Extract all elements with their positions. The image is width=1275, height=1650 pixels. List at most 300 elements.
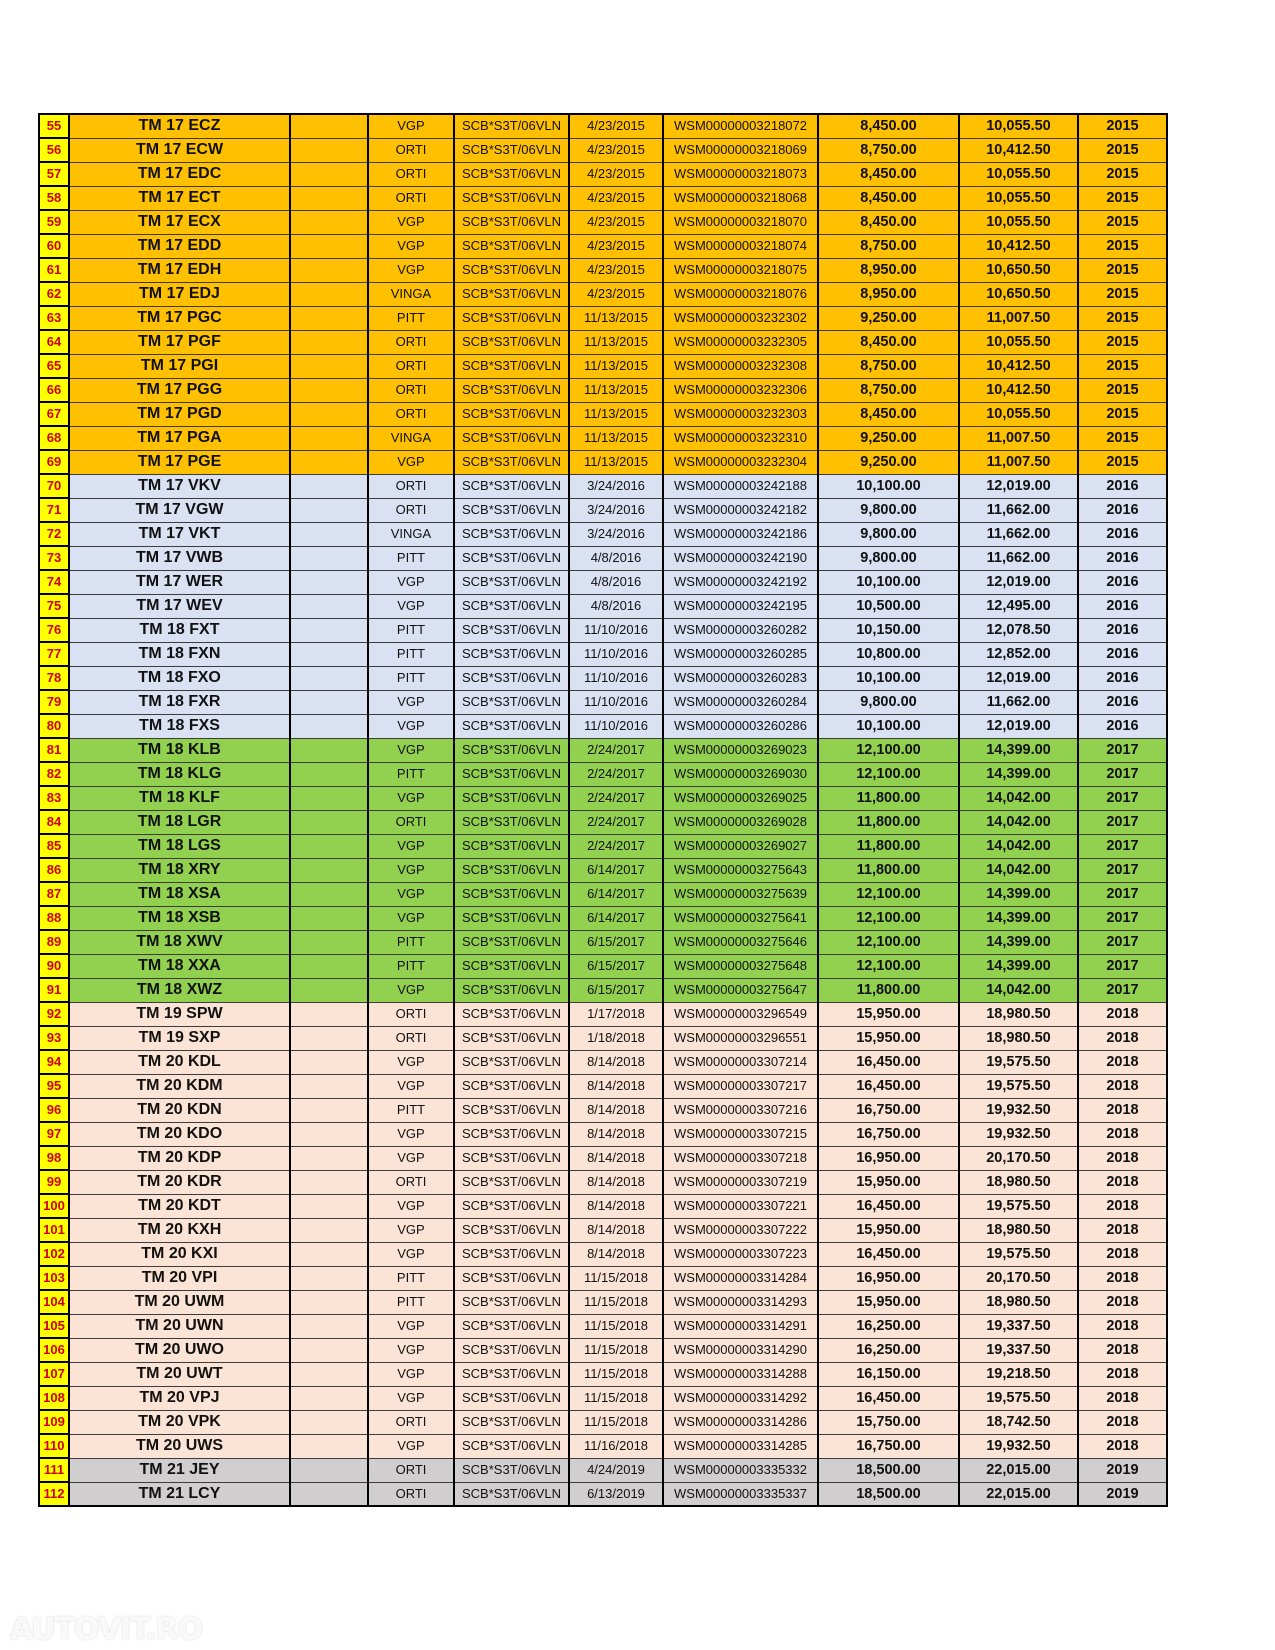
table-row xyxy=(39,786,1167,810)
net-price: 9,250.00 xyxy=(818,426,959,450)
row-index: 94 xyxy=(39,1050,69,1074)
date: 6/15/2017 xyxy=(569,930,663,954)
year: 2018 xyxy=(1078,1218,1167,1242)
net-price: 15,950.00 xyxy=(818,1170,959,1194)
row-index: 78 xyxy=(39,666,69,690)
date: 4/23/2015 xyxy=(569,162,663,186)
model-code: SCB*S3T/06VLN xyxy=(454,450,569,474)
date: 11/13/2015 xyxy=(569,450,663,474)
net-price: 11,800.00 xyxy=(818,786,959,810)
plate-number: TM 17 EDD xyxy=(69,234,290,258)
table-row xyxy=(39,210,1167,234)
reference-number: WSM00000003242188 xyxy=(663,474,818,498)
year: 2018 xyxy=(1078,1242,1167,1266)
dealer: ORTI xyxy=(368,1002,454,1026)
reference-number: WSM00000003269023 xyxy=(663,738,818,762)
reference-number: WSM00000003307215 xyxy=(663,1122,818,1146)
plate-number: TM 17 WEV xyxy=(69,594,290,618)
date: 8/14/2018 xyxy=(569,1170,663,1194)
empty-cell xyxy=(290,522,368,546)
plate-number: TM 20 KDT xyxy=(69,1194,290,1218)
net-price: 10,150.00 xyxy=(818,618,959,642)
net-price: 15,750.00 xyxy=(818,1410,959,1434)
model-code: SCB*S3T/06VLN xyxy=(454,1362,569,1386)
gross-price: 19,932.50 xyxy=(959,1098,1078,1122)
table-row xyxy=(39,930,1167,954)
plate-number: TM 20 KDR xyxy=(69,1170,290,1194)
dealer: VGP xyxy=(368,570,454,594)
table-row xyxy=(39,282,1167,306)
year: 2019 xyxy=(1078,1458,1167,1482)
plate-number: TM 17 EDH xyxy=(69,258,290,282)
gross-price: 12,019.00 xyxy=(959,570,1078,594)
year: 2018 xyxy=(1078,1170,1167,1194)
table-row xyxy=(39,426,1167,450)
model-code: SCB*S3T/06VLN xyxy=(454,1026,569,1050)
year: 2015 xyxy=(1078,282,1167,306)
row-index: 55 xyxy=(39,114,69,138)
gross-price: 10,412.50 xyxy=(959,378,1078,402)
table-row xyxy=(39,1482,1167,1506)
dealer: PITT xyxy=(368,666,454,690)
date: 6/15/2017 xyxy=(569,978,663,1002)
reference-number: WSM00000003275639 xyxy=(663,882,818,906)
net-price: 8,750.00 xyxy=(818,138,959,162)
plate-number: TM 18 KLG xyxy=(69,762,290,786)
reference-number: WSM00000003218068 xyxy=(663,186,818,210)
model-code: SCB*S3T/06VLN xyxy=(454,954,569,978)
plate-number: TM 20 UWO xyxy=(69,1338,290,1362)
year: 2016 xyxy=(1078,714,1167,738)
year: 2018 xyxy=(1078,1194,1167,1218)
gross-price: 14,399.00 xyxy=(959,762,1078,786)
reference-number: WSM00000003242190 xyxy=(663,546,818,570)
net-price: 18,500.00 xyxy=(818,1458,959,1482)
empty-cell xyxy=(290,906,368,930)
model-code: SCB*S3T/06VLN xyxy=(454,234,569,258)
empty-cell xyxy=(290,618,368,642)
date: 4/24/2019 xyxy=(569,1458,663,1482)
empty-cell xyxy=(290,330,368,354)
empty-cell xyxy=(290,1266,368,1290)
table-row xyxy=(39,858,1167,882)
dealer: VGP xyxy=(368,234,454,258)
table-row xyxy=(39,1314,1167,1338)
date: 4/8/2016 xyxy=(569,594,663,618)
table-row xyxy=(39,642,1167,666)
empty-cell xyxy=(290,426,368,450)
year: 2015 xyxy=(1078,330,1167,354)
date: 4/23/2015 xyxy=(569,114,663,138)
table-row xyxy=(39,714,1167,738)
year: 2016 xyxy=(1078,546,1167,570)
net-price: 16,450.00 xyxy=(818,1050,959,1074)
gross-price: 12,019.00 xyxy=(959,666,1078,690)
reference-number: WSM00000003314284 xyxy=(663,1266,818,1290)
gross-price: 14,042.00 xyxy=(959,978,1078,1002)
empty-cell xyxy=(290,714,368,738)
empty-cell xyxy=(290,1458,368,1482)
gross-price: 19,218.50 xyxy=(959,1362,1078,1386)
model-code: SCB*S3T/06VLN xyxy=(454,1434,569,1458)
year: 2015 xyxy=(1078,306,1167,330)
year: 2018 xyxy=(1078,1122,1167,1146)
dealer: VGP xyxy=(368,834,454,858)
net-price: 11,800.00 xyxy=(818,834,959,858)
net-price: 16,450.00 xyxy=(818,1074,959,1098)
plate-number: TM 18 XXA xyxy=(69,954,290,978)
dealer: ORTI xyxy=(368,474,454,498)
plate-number: TM 17 EDJ xyxy=(69,282,290,306)
empty-cell xyxy=(290,306,368,330)
year: 2015 xyxy=(1078,354,1167,378)
plate-number: TM 18 FXN xyxy=(69,642,290,666)
year: 2016 xyxy=(1078,498,1167,522)
year: 2018 xyxy=(1078,1074,1167,1098)
model-code: SCB*S3T/06VLN xyxy=(454,1098,569,1122)
reference-number: WSM00000003275643 xyxy=(663,858,818,882)
model-code: SCB*S3T/06VLN xyxy=(454,594,569,618)
plate-number: TM 18 KLF xyxy=(69,786,290,810)
table-row xyxy=(39,1050,1167,1074)
table-row xyxy=(39,1338,1167,1362)
year: 2016 xyxy=(1078,618,1167,642)
row-index: 92 xyxy=(39,1002,69,1026)
table-row xyxy=(39,1194,1167,1218)
dealer: PITT xyxy=(368,306,454,330)
year: 2017 xyxy=(1078,930,1167,954)
dealer: VGP xyxy=(368,258,454,282)
reference-number: WSM00000003232303 xyxy=(663,402,818,426)
dealer: VGP xyxy=(368,114,454,138)
net-price: 10,500.00 xyxy=(818,594,959,618)
net-price: 12,100.00 xyxy=(818,762,959,786)
reference-number: WSM00000003275641 xyxy=(663,906,818,930)
reference-number: WSM00000003335337 xyxy=(663,1482,818,1506)
dealer: VGP xyxy=(368,1050,454,1074)
empty-cell xyxy=(290,474,368,498)
gross-price: 11,007.50 xyxy=(959,450,1078,474)
date: 4/23/2015 xyxy=(569,210,663,234)
empty-cell xyxy=(290,1026,368,1050)
dealer: VGP xyxy=(368,1146,454,1170)
reference-number: WSM00000003232302 xyxy=(663,306,818,330)
net-price: 9,250.00 xyxy=(818,450,959,474)
dealer: PITT xyxy=(368,1266,454,1290)
date: 2/24/2017 xyxy=(569,762,663,786)
dealer: VINGA xyxy=(368,282,454,306)
dealer: VGP xyxy=(368,1434,454,1458)
reference-number: WSM00000003307219 xyxy=(663,1170,818,1194)
table-row xyxy=(39,1074,1167,1098)
date: 11/15/2018 xyxy=(569,1314,663,1338)
plate-number: TM 17 VKT xyxy=(69,522,290,546)
model-code: SCB*S3T/06VLN xyxy=(454,618,569,642)
date: 11/10/2016 xyxy=(569,714,663,738)
net-price: 8,750.00 xyxy=(818,234,959,258)
model-code: SCB*S3T/06VLN xyxy=(454,1194,569,1218)
empty-cell xyxy=(290,1242,368,1266)
empty-cell xyxy=(290,858,368,882)
gross-price: 12,078.50 xyxy=(959,618,1078,642)
year: 2017 xyxy=(1078,834,1167,858)
plate-number: TM 18 XWV xyxy=(69,930,290,954)
row-index: 103 xyxy=(39,1266,69,1290)
table-row xyxy=(39,138,1167,162)
net-price: 16,750.00 xyxy=(818,1098,959,1122)
reference-number: WSM00000003335332 xyxy=(663,1458,818,1482)
year: 2018 xyxy=(1078,1002,1167,1026)
plate-number: TM 18 FXR xyxy=(69,690,290,714)
year: 2015 xyxy=(1078,210,1167,234)
row-index: 72 xyxy=(39,522,69,546)
table-row xyxy=(39,162,1167,186)
row-index: 96 xyxy=(39,1098,69,1122)
row-index: 64 xyxy=(39,330,69,354)
dealer: VGP xyxy=(368,714,454,738)
empty-cell xyxy=(290,354,368,378)
row-index: 89 xyxy=(39,930,69,954)
dealer: ORTI xyxy=(368,402,454,426)
reference-number: WSM00000003232308 xyxy=(663,354,818,378)
reference-number: WSM00000003242182 xyxy=(663,498,818,522)
gross-price: 14,042.00 xyxy=(959,858,1078,882)
reference-number: WSM00000003260286 xyxy=(663,714,818,738)
year: 2018 xyxy=(1078,1434,1167,1458)
net-price: 16,150.00 xyxy=(818,1362,959,1386)
net-price: 12,100.00 xyxy=(818,954,959,978)
gross-price: 22,015.00 xyxy=(959,1458,1078,1482)
net-price: 9,800.00 xyxy=(818,498,959,522)
year: 2015 xyxy=(1078,234,1167,258)
year: 2016 xyxy=(1078,594,1167,618)
net-price: 8,450.00 xyxy=(818,114,959,138)
model-code: SCB*S3T/06VLN xyxy=(454,570,569,594)
gross-price: 18,980.50 xyxy=(959,1290,1078,1314)
model-code: SCB*S3T/06VLN xyxy=(454,738,569,762)
dealer: VGP xyxy=(368,786,454,810)
empty-cell xyxy=(290,258,368,282)
gross-price: 14,042.00 xyxy=(959,810,1078,834)
year: 2017 xyxy=(1078,738,1167,762)
net-price: 16,750.00 xyxy=(818,1122,959,1146)
empty-cell xyxy=(290,1194,368,1218)
year: 2018 xyxy=(1078,1386,1167,1410)
reference-number: WSM00000003275647 xyxy=(663,978,818,1002)
row-index: 86 xyxy=(39,858,69,882)
date: 11/13/2015 xyxy=(569,330,663,354)
date: 8/14/2018 xyxy=(569,1194,663,1218)
empty-cell xyxy=(290,162,368,186)
net-price: 12,100.00 xyxy=(818,738,959,762)
dealer: VGP xyxy=(368,1362,454,1386)
table-row xyxy=(39,1386,1167,1410)
table-row xyxy=(39,1410,1167,1434)
dealer: VINGA xyxy=(368,426,454,450)
dealer: VGP xyxy=(368,594,454,618)
date: 1/18/2018 xyxy=(569,1026,663,1050)
empty-cell xyxy=(290,642,368,666)
table-row xyxy=(39,594,1167,618)
net-price: 15,950.00 xyxy=(818,1026,959,1050)
model-code: SCB*S3T/06VLN xyxy=(454,282,569,306)
plate-number: TM 18 FXT xyxy=(69,618,290,642)
row-index: 60 xyxy=(39,234,69,258)
date: 11/10/2016 xyxy=(569,642,663,666)
year: 2018 xyxy=(1078,1314,1167,1338)
date: 4/23/2015 xyxy=(569,282,663,306)
year: 2017 xyxy=(1078,906,1167,930)
gross-price: 19,575.50 xyxy=(959,1050,1078,1074)
gross-price: 11,007.50 xyxy=(959,306,1078,330)
reference-number: WSM00000003232305 xyxy=(663,330,818,354)
dealer: VGP xyxy=(368,1218,454,1242)
dealer: VGP xyxy=(368,858,454,882)
net-price: 9,800.00 xyxy=(818,546,959,570)
plate-number: TM 18 XWZ xyxy=(69,978,290,1002)
year: 2015 xyxy=(1078,426,1167,450)
row-index: 107 xyxy=(39,1362,69,1386)
row-index: 101 xyxy=(39,1218,69,1242)
reference-number: WSM00000003314292 xyxy=(663,1386,818,1410)
model-code: SCB*S3T/06VLN xyxy=(454,834,569,858)
plate-number: TM 17 ECX xyxy=(69,210,290,234)
net-price: 12,100.00 xyxy=(818,930,959,954)
table-row xyxy=(39,690,1167,714)
table-row xyxy=(39,1146,1167,1170)
table-row xyxy=(39,258,1167,282)
table-row xyxy=(39,1434,1167,1458)
dealer: PITT xyxy=(368,762,454,786)
plate-number: TM 20 KDP xyxy=(69,1146,290,1170)
empty-cell xyxy=(290,1146,368,1170)
row-index: 87 xyxy=(39,882,69,906)
reference-number: WSM00000003260284 xyxy=(663,690,818,714)
empty-cell xyxy=(290,1338,368,1362)
model-code: SCB*S3T/06VLN xyxy=(454,810,569,834)
row-index: 91 xyxy=(39,978,69,1002)
model-code: SCB*S3T/06VLN xyxy=(454,546,569,570)
model-code: SCB*S3T/06VLN xyxy=(454,714,569,738)
net-price: 16,450.00 xyxy=(818,1386,959,1410)
table-row xyxy=(39,810,1167,834)
table-row xyxy=(39,306,1167,330)
reference-number: WSM00000003232306 xyxy=(663,378,818,402)
reference-number: WSM00000003218073 xyxy=(663,162,818,186)
gross-price: 18,980.50 xyxy=(959,1170,1078,1194)
row-index: 108 xyxy=(39,1386,69,1410)
table-row xyxy=(39,402,1167,426)
empty-cell xyxy=(290,834,368,858)
model-code: SCB*S3T/06VLN xyxy=(454,1146,569,1170)
dealer: ORTI xyxy=(368,138,454,162)
net-price: 10,100.00 xyxy=(818,714,959,738)
empty-cell xyxy=(290,570,368,594)
dealer: ORTI xyxy=(368,162,454,186)
reference-number: WSM00000003232310 xyxy=(663,426,818,450)
row-index: 66 xyxy=(39,378,69,402)
gross-price: 14,399.00 xyxy=(959,930,1078,954)
net-price: 8,450.00 xyxy=(818,210,959,234)
net-price: 8,450.00 xyxy=(818,402,959,426)
table-row xyxy=(39,882,1167,906)
dealer: VGP xyxy=(368,906,454,930)
gross-price: 10,650.50 xyxy=(959,282,1078,306)
date: 1/17/2018 xyxy=(569,1002,663,1026)
year: 2016 xyxy=(1078,522,1167,546)
gross-price: 12,495.00 xyxy=(959,594,1078,618)
gross-price: 19,932.50 xyxy=(959,1122,1078,1146)
reference-number: WSM00000003307216 xyxy=(663,1098,818,1122)
reference-number: WSM00000003314293 xyxy=(663,1290,818,1314)
dealer: VGP xyxy=(368,738,454,762)
plate-number: TM 21 LCY xyxy=(69,1482,290,1506)
dealer: ORTI xyxy=(368,330,454,354)
empty-cell xyxy=(290,1362,368,1386)
net-price: 10,100.00 xyxy=(818,570,959,594)
year: 2017 xyxy=(1078,858,1167,882)
row-index: 68 xyxy=(39,426,69,450)
reference-number: WSM00000003314290 xyxy=(663,1338,818,1362)
net-price: 15,950.00 xyxy=(818,1002,959,1026)
gross-price: 11,007.50 xyxy=(959,426,1078,450)
date: 2/24/2017 xyxy=(569,738,663,762)
reference-number: WSM00000003307218 xyxy=(663,1146,818,1170)
year: 2018 xyxy=(1078,1338,1167,1362)
row-index: 63 xyxy=(39,306,69,330)
row-index: 69 xyxy=(39,450,69,474)
plate-number: TM 17 PGI xyxy=(69,354,290,378)
plate-number: TM 20 KDM xyxy=(69,1074,290,1098)
dealer: VGP xyxy=(368,1386,454,1410)
table-row xyxy=(39,834,1167,858)
year: 2017 xyxy=(1078,978,1167,1002)
row-index: 81 xyxy=(39,738,69,762)
gross-price: 20,170.50 xyxy=(959,1266,1078,1290)
plate-number: TM 20 UWT xyxy=(69,1362,290,1386)
table-row xyxy=(39,498,1167,522)
table-row xyxy=(39,546,1167,570)
reference-number: WSM00000003307223 xyxy=(663,1242,818,1266)
date: 11/15/2018 xyxy=(569,1410,663,1434)
gross-price: 19,932.50 xyxy=(959,1434,1078,1458)
gross-price: 19,337.50 xyxy=(959,1314,1078,1338)
year: 2017 xyxy=(1078,762,1167,786)
date: 11/15/2018 xyxy=(569,1338,663,1362)
reference-number: WSM00000003269025 xyxy=(663,786,818,810)
model-code: SCB*S3T/06VLN xyxy=(454,330,569,354)
year: 2018 xyxy=(1078,1362,1167,1386)
row-index: 109 xyxy=(39,1410,69,1434)
row-index: 71 xyxy=(39,498,69,522)
reference-number: WSM00000003314286 xyxy=(663,1410,818,1434)
empty-cell xyxy=(290,1218,368,1242)
row-index: 97 xyxy=(39,1122,69,1146)
date: 11/10/2016 xyxy=(569,690,663,714)
gross-price: 10,650.50 xyxy=(959,258,1078,282)
date: 4/23/2015 xyxy=(569,138,663,162)
plate-number: TM 18 XSB xyxy=(69,906,290,930)
dealer: PITT xyxy=(368,954,454,978)
net-price: 12,100.00 xyxy=(818,882,959,906)
dealer: ORTI xyxy=(368,1026,454,1050)
gross-price: 10,412.50 xyxy=(959,234,1078,258)
gross-price: 14,399.00 xyxy=(959,906,1078,930)
net-price: 18,500.00 xyxy=(818,1482,959,1506)
model-code: SCB*S3T/06VLN xyxy=(454,642,569,666)
dealer: ORTI xyxy=(368,1482,454,1506)
gross-price: 14,042.00 xyxy=(959,834,1078,858)
